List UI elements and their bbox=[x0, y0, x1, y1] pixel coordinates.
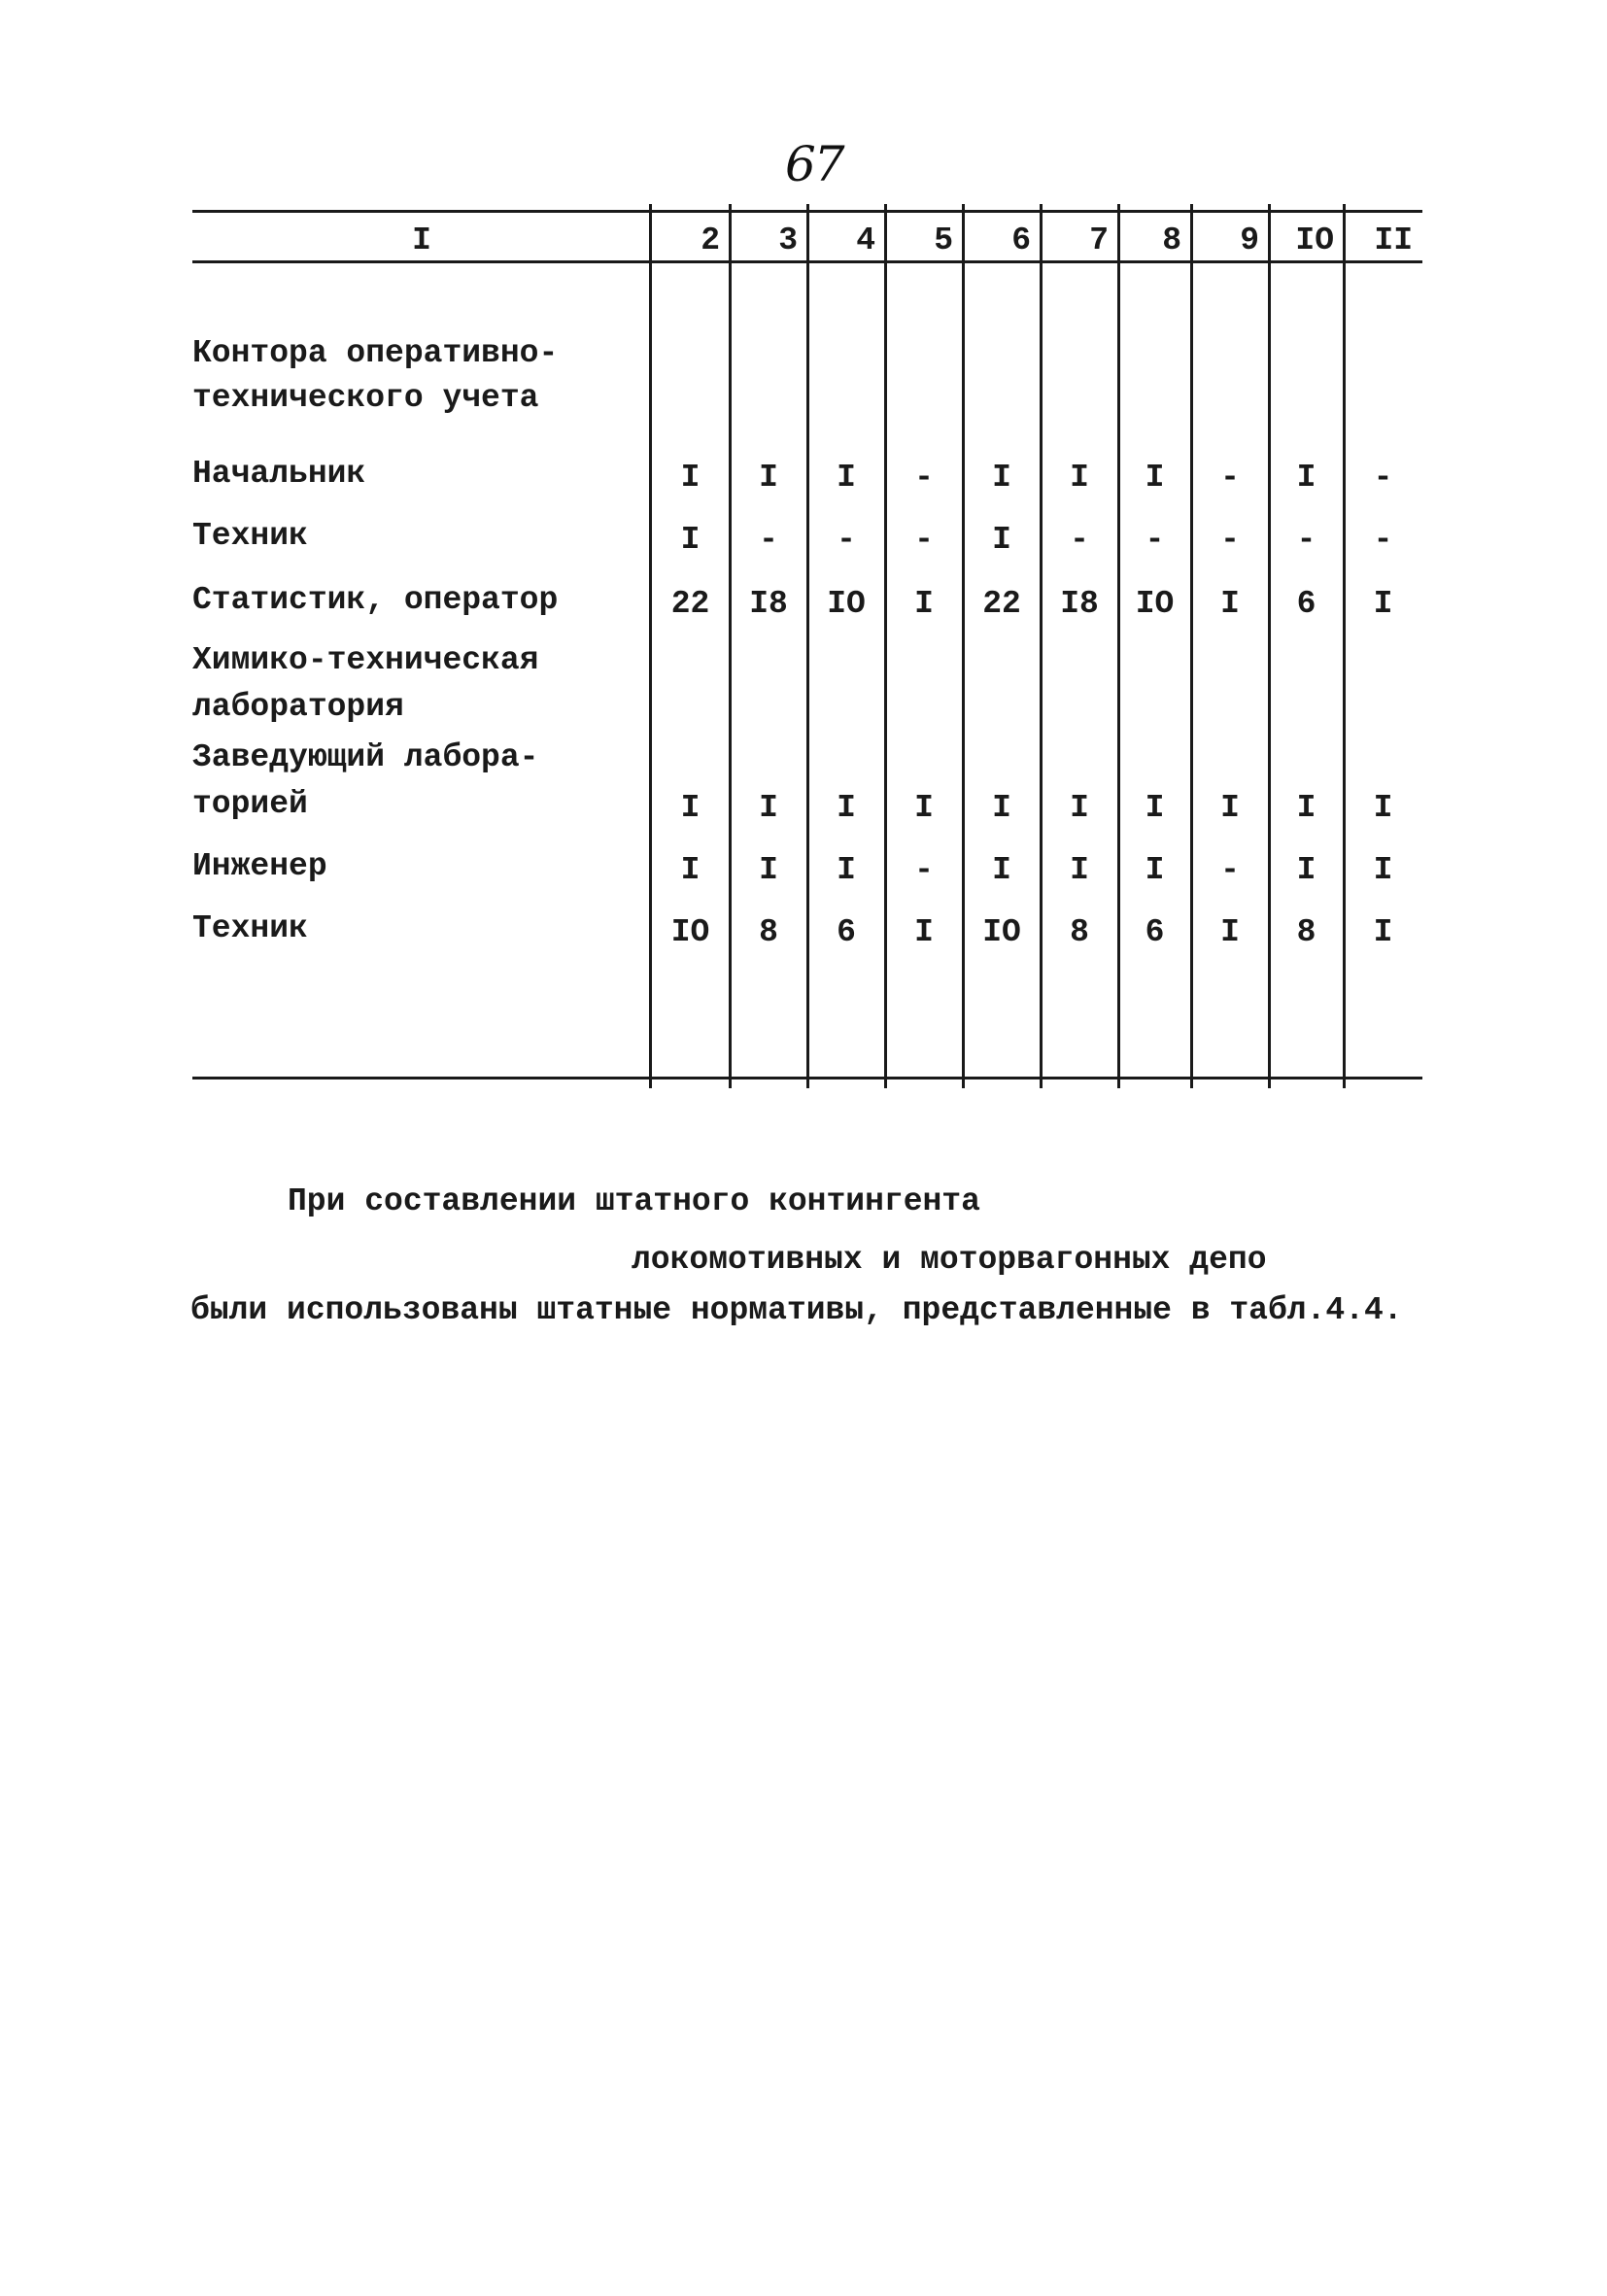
table-cell: I bbox=[992, 852, 1011, 888]
row-label-line: Заведующий лабора- bbox=[192, 739, 539, 775]
table-cell: 8 bbox=[1070, 914, 1089, 950]
table-cell: I bbox=[1373, 790, 1393, 826]
table-cell: - bbox=[914, 522, 934, 558]
table-cell: 6 bbox=[837, 914, 856, 950]
table-cell: I bbox=[837, 852, 856, 888]
column-rule bbox=[962, 204, 965, 1088]
table-cell: - bbox=[759, 522, 778, 558]
table-cell: I bbox=[680, 790, 701, 826]
column-rule bbox=[884, 204, 887, 1088]
table-cell: - bbox=[1373, 522, 1393, 558]
table-cell: I bbox=[680, 522, 701, 558]
row-label-line: Статистик, оператор bbox=[192, 582, 559, 618]
column-rule bbox=[806, 204, 809, 1088]
column-header: I bbox=[412, 223, 431, 258]
table-cell: I bbox=[680, 852, 701, 888]
table-cell: I bbox=[1220, 914, 1240, 950]
table-cell: I bbox=[1373, 914, 1393, 950]
column-header: 3 bbox=[778, 223, 798, 258]
table-cell: I bbox=[1296, 790, 1316, 826]
column-rule bbox=[729, 204, 732, 1088]
table-cell: 8 bbox=[1296, 914, 1316, 950]
row-label-line: Техник bbox=[192, 910, 308, 946]
table-cell: 22 bbox=[670, 586, 710, 622]
table-cell: I bbox=[1296, 852, 1316, 888]
table-cell: I bbox=[1373, 852, 1393, 888]
column-rule bbox=[1190, 204, 1193, 1088]
column-header: IO bbox=[1295, 223, 1334, 258]
column-rule bbox=[1117, 204, 1120, 1088]
table-cell: I bbox=[1070, 852, 1089, 888]
table-cell: IO bbox=[1135, 586, 1175, 622]
row-label-line: Химико-техническая bbox=[192, 642, 539, 678]
column-rule bbox=[1040, 204, 1043, 1088]
table-cell: - bbox=[1070, 522, 1089, 558]
column-rule bbox=[649, 204, 652, 1088]
table-cell: I8 bbox=[749, 586, 788, 622]
table-cell: 22 bbox=[982, 586, 1021, 622]
table-cell: I bbox=[680, 460, 701, 496]
table-cell: - bbox=[1373, 460, 1393, 496]
note-line-2: локомотивных и моторвагонных депо bbox=[632, 1242, 1267, 1278]
table-cell: I bbox=[759, 790, 778, 826]
table-cell: I bbox=[1373, 586, 1393, 622]
table-cell: I bbox=[837, 460, 856, 496]
table-cell: I bbox=[914, 790, 934, 826]
table-cell: I bbox=[1145, 852, 1165, 888]
staff-table bbox=[192, 204, 1422, 1090]
table-cell: I bbox=[1145, 460, 1165, 496]
table-cell: I bbox=[992, 790, 1011, 826]
table-cell: I bbox=[1296, 460, 1316, 496]
table-cell: I8 bbox=[1060, 586, 1099, 622]
table-cell: - bbox=[1145, 522, 1165, 558]
column-header: 9 bbox=[1240, 223, 1259, 258]
column-header: 6 bbox=[1011, 223, 1031, 258]
table-cell: I bbox=[992, 522, 1011, 558]
row-label-line: лаборатория bbox=[192, 689, 404, 725]
column-header: 7 bbox=[1089, 223, 1109, 258]
table-cell: I bbox=[914, 586, 934, 622]
column-header: 2 bbox=[701, 223, 720, 258]
row-label-line: Контора оперативно- bbox=[192, 335, 559, 371]
note-line-3: были использованы штатные нормативы, представленные в табл.4.4. bbox=[190, 1292, 1403, 1328]
page-number: 67 bbox=[785, 136, 843, 192]
table-cell: - bbox=[1220, 522, 1240, 558]
table-cell: IO bbox=[670, 914, 710, 950]
table-cell: I bbox=[759, 852, 778, 888]
table-cell: IO bbox=[827, 586, 866, 622]
row-label-line: Инженер bbox=[192, 848, 327, 884]
table-cell: 8 bbox=[759, 914, 778, 950]
table-cell: I bbox=[837, 790, 856, 826]
table-cell: - bbox=[1296, 522, 1316, 558]
table-cell: - bbox=[914, 852, 934, 888]
row-label-line: Техник bbox=[192, 518, 308, 554]
note-line-1: При составлении штатного контингента bbox=[288, 1183, 980, 1219]
table-cell: I bbox=[1220, 790, 1240, 826]
table-cell: - bbox=[914, 460, 934, 496]
table-cell: IO bbox=[982, 914, 1021, 950]
table-cell: I bbox=[1070, 790, 1089, 826]
table-cell: I bbox=[992, 460, 1011, 496]
table-cell: I bbox=[1145, 790, 1165, 826]
column-rule bbox=[1343, 204, 1346, 1088]
column-header: II bbox=[1374, 223, 1413, 258]
table-cell: I bbox=[1070, 460, 1089, 496]
column-rule bbox=[1268, 204, 1271, 1088]
table-cell: - bbox=[1220, 460, 1240, 496]
column-header: 4 bbox=[856, 223, 875, 258]
table-cell: 6 bbox=[1296, 586, 1316, 622]
row-label-line: Начальник bbox=[192, 456, 366, 492]
column-header: 8 bbox=[1162, 223, 1181, 258]
table-cell: - bbox=[837, 522, 856, 558]
table-cell: I bbox=[914, 914, 934, 950]
table-cell: 6 bbox=[1145, 914, 1165, 950]
table-cell: - bbox=[1220, 852, 1240, 888]
row-label-line: торией bbox=[192, 786, 308, 822]
table-cell: I bbox=[759, 460, 778, 496]
row-label-line: технического учета bbox=[192, 380, 539, 416]
column-header: 5 bbox=[934, 223, 953, 258]
table-cell: I bbox=[1220, 586, 1240, 622]
